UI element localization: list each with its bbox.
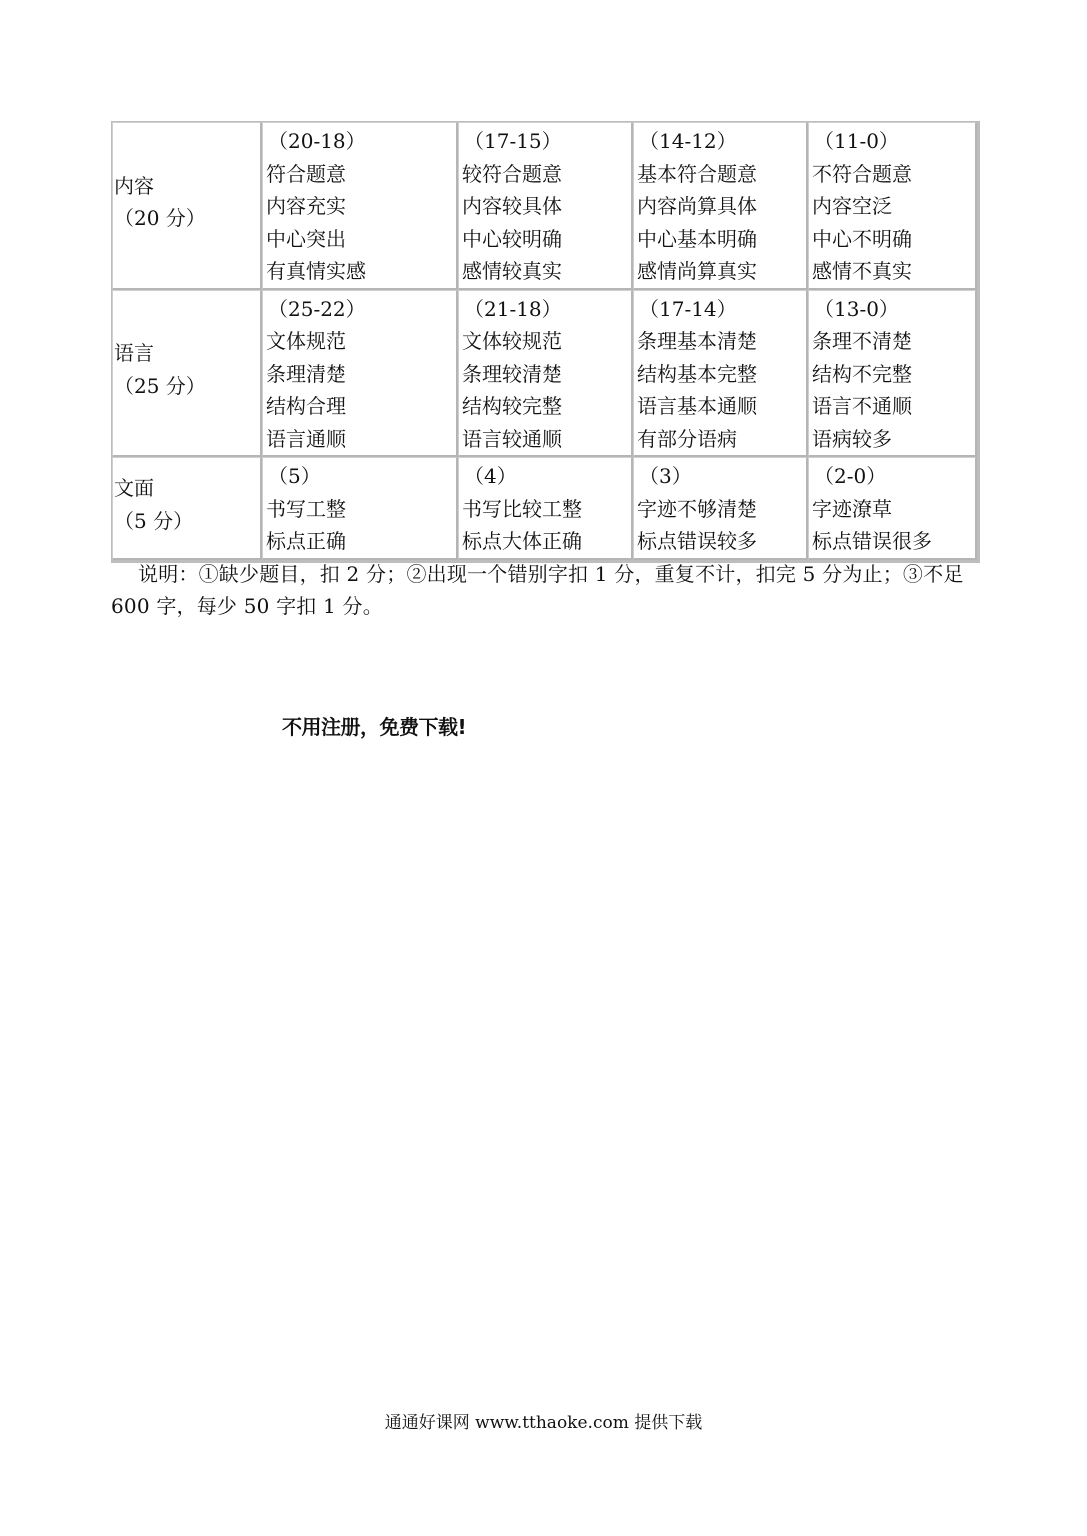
rubric-row-language [112, 290, 977, 458]
free-download-notice: 不用注册，免费下载! [282, 715, 467, 739]
level-cell [458, 122, 633, 290]
category-score: （20 分） [114, 206, 206, 231]
criterion: 中心突出 [266, 226, 346, 251]
criterion: 语言基本通顺 [637, 394, 757, 418]
criterion: 结构不完整 [812, 361, 912, 386]
level-cell [633, 122, 808, 290]
level-cell [458, 290, 633, 458]
category-cell [112, 290, 262, 458]
criterion: 内容空泛 [812, 194, 892, 218]
criterion: 不符合题意 [812, 161, 912, 186]
criterion: 字迹不够清楚 [637, 496, 757, 521]
level-cell [458, 457, 633, 560]
criterion: 内容充实 [266, 194, 346, 218]
criterion: 中心基本明确 [637, 226, 757, 251]
category-score: （25 分） [114, 373, 206, 398]
page-footer: 通通好课网 www.tthaoke.com 提供下载 [384, 1413, 703, 1433]
level-cell [633, 457, 808, 560]
criterion: 内容较具体 [462, 194, 562, 218]
category-score: （5 分） [114, 508, 194, 533]
criterion: 基本符合题意 [637, 161, 757, 186]
criterion: 中心较明确 [462, 226, 562, 251]
criterion: 有真情实感 [266, 259, 366, 283]
category-name: 语言 [114, 341, 154, 366]
scoring-rubric-table [111, 121, 980, 563]
criterion: 文体较规范 [462, 329, 562, 353]
criterion: 书写比较工整 [462, 496, 582, 521]
criterion: 语病较多 [812, 426, 892, 451]
criterion: 语言通顺 [266, 426, 346, 451]
score-range: （11-0） [814, 129, 899, 153]
category-name: 内容 [114, 173, 154, 198]
criterion: 标点错误很多 [812, 529, 932, 553]
score-range: （17-15） [464, 129, 562, 153]
level-cell [262, 290, 458, 458]
criterion: 条理清楚 [266, 361, 346, 386]
score-range: （2-0） [814, 464, 887, 488]
criterion: 标点正确 [266, 529, 346, 553]
criterion: 内容尚算具体 [637, 194, 757, 218]
criterion: 语言不通顺 [812, 394, 912, 418]
criterion: 字迹潦草 [812, 496, 892, 521]
criterion: 条理不清楚 [812, 329, 912, 353]
rubric-note: 说明：①缺少题目，扣 2 分；②出现一个错别字扣 1 分，重复不计，扣完 5 分为止；③不足 600 字，每少 50 字扣 1 分。 [111, 562, 964, 618]
criterion: 条理基本清楚 [637, 329, 757, 353]
score-range: （4） [464, 464, 517, 488]
level-cell [808, 457, 977, 560]
criterion: 有部分语病 [637, 426, 737, 451]
score-range: （17-14） [639, 296, 737, 321]
level-cell [633, 290, 808, 458]
criterion: 语言较通顺 [462, 426, 562, 451]
level-cell [262, 122, 458, 290]
criterion: 条理较清楚 [462, 361, 562, 386]
level-cell [262, 457, 458, 560]
score-range: （5） [268, 464, 321, 488]
criterion: 较符合题意 [462, 161, 562, 186]
criterion: 感情不真实 [812, 259, 912, 283]
rubric-row-content [112, 122, 977, 290]
score-range: （13-0） [814, 296, 899, 321]
category-cell [112, 122, 262, 290]
criterion: 书写工整 [266, 496, 346, 521]
criterion: 感情较真实 [462, 259, 562, 283]
rubric-row-presentation [112, 457, 977, 560]
score-range: （20-18） [268, 129, 366, 153]
score-range: （25-22） [268, 296, 366, 321]
criterion: 中心不明确 [812, 226, 912, 251]
criterion: 结构合理 [266, 394, 346, 418]
criterion: 符合题意 [266, 161, 346, 186]
criterion: 结构基本完整 [637, 361, 757, 386]
criterion: 结构较完整 [462, 394, 562, 418]
score-range: （14-12） [639, 129, 737, 153]
level-cell [808, 122, 977, 290]
criterion: 感情尚算真实 [637, 259, 757, 283]
criterion: 标点错误较多 [637, 529, 757, 553]
category-name: 文面 [114, 476, 154, 501]
score-range: （3） [639, 464, 692, 488]
category-cell [112, 457, 262, 560]
criterion: 文体规范 [266, 329, 346, 353]
criterion: 标点大体正确 [462, 529, 582, 553]
level-cell [808, 290, 977, 458]
score-range: （21-18） [464, 296, 562, 321]
